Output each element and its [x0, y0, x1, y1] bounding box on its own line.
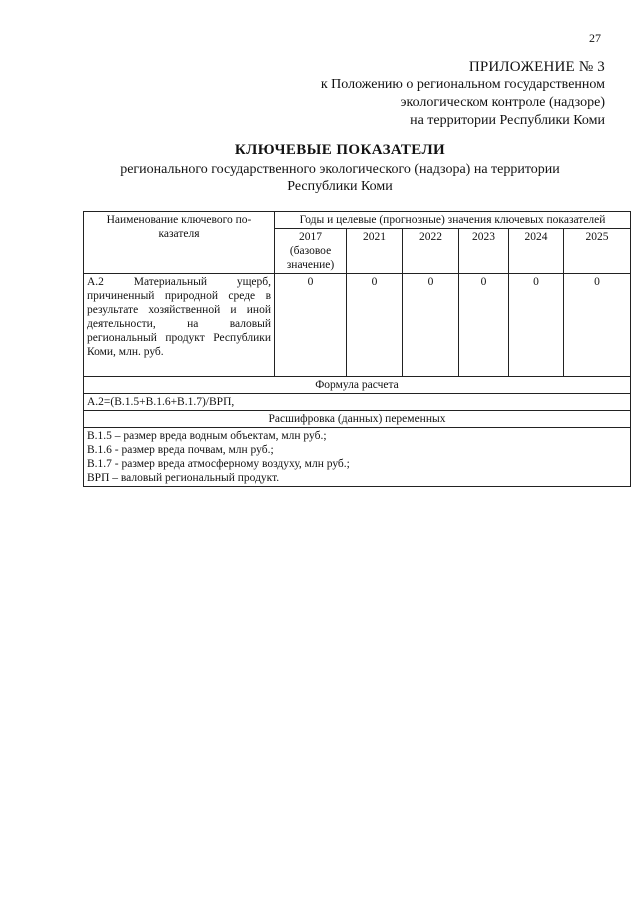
year-header: 2023: [459, 229, 509, 274]
appendix-ref-line: экологическом контроле (надзоре): [400, 95, 605, 110]
name-column-header: Наименование ключевого по-казателя: [84, 212, 275, 274]
year-header: 2024: [509, 229, 564, 274]
variable-item: В.1.6 - размер вреда почвам, млн руб.;: [87, 444, 274, 456]
year-label: 2017: [299, 231, 322, 243]
title-block: [60, 141, 620, 195]
value-cell: 0: [403, 274, 459, 377]
variables-list: [84, 428, 631, 487]
value-cell: 0: [509, 274, 564, 377]
appendix-block: [321, 58, 605, 130]
variables-row: [84, 428, 631, 487]
formula-header: Формула расчета: [84, 377, 631, 394]
variable-item: В.1.7 - размер вреда атмосферному воздуху, млн руб.;: [87, 458, 350, 470]
page-number: 27: [589, 31, 601, 45]
appendix-number: ПРИЛОЖЕНИЕ № 3: [468, 59, 605, 75]
subtitle-line: Республики Коми: [287, 179, 393, 194]
variable-item: В.1.5 – размер вреда водным объектам, млн руб.;: [87, 430, 327, 442]
appendix-ref-line: к Положению о региональном государственном: [320, 77, 605, 92]
subtitle-line: регионального государственного экологического (надзора) на территории: [120, 162, 560, 177]
value-cell: 0: [459, 274, 509, 377]
table-header-row: [84, 212, 631, 229]
year-note: (базовое значение): [286, 245, 335, 271]
variable-item: ВРП – валовый региональный продукт.: [87, 472, 280, 484]
formula-header-row: [84, 377, 631, 394]
value-cell: 0: [564, 274, 631, 377]
year-header: 2021: [347, 229, 403, 274]
document-title: КЛЮЧЕВЫЕ ПОКАЗАТЕЛИ: [234, 142, 446, 158]
variables-header-row: [84, 411, 631, 428]
formula-text: А.2=(В.1.5+В.1.6+В.1.7)/ВРП,: [84, 394, 631, 411]
value-cell: 0: [347, 274, 403, 377]
formula-row: [84, 394, 631, 411]
kpi-table: [83, 211, 631, 487]
value-cell: 0: [275, 274, 347, 377]
table-row: [84, 274, 631, 377]
years-column-header: Годы и целевые (прогнозные) значения ключевых показателей: [275, 212, 631, 229]
document-subtitle: [60, 161, 620, 195]
indicator-name: А.2 Материальный ущерб, причиненный природной среде в результате хозяйственной и иной деятельности, на валовый региональный продукт Республики Коми, млн. руб.: [84, 274, 275, 377]
variables-header: Расшифровка (данных) переменных: [84, 411, 631, 428]
appendix-ref-line: на территории Республики Коми: [410, 113, 605, 128]
year-header: 2022: [403, 229, 459, 274]
year-header: 2025: [564, 229, 631, 274]
year-header: [275, 229, 347, 274]
